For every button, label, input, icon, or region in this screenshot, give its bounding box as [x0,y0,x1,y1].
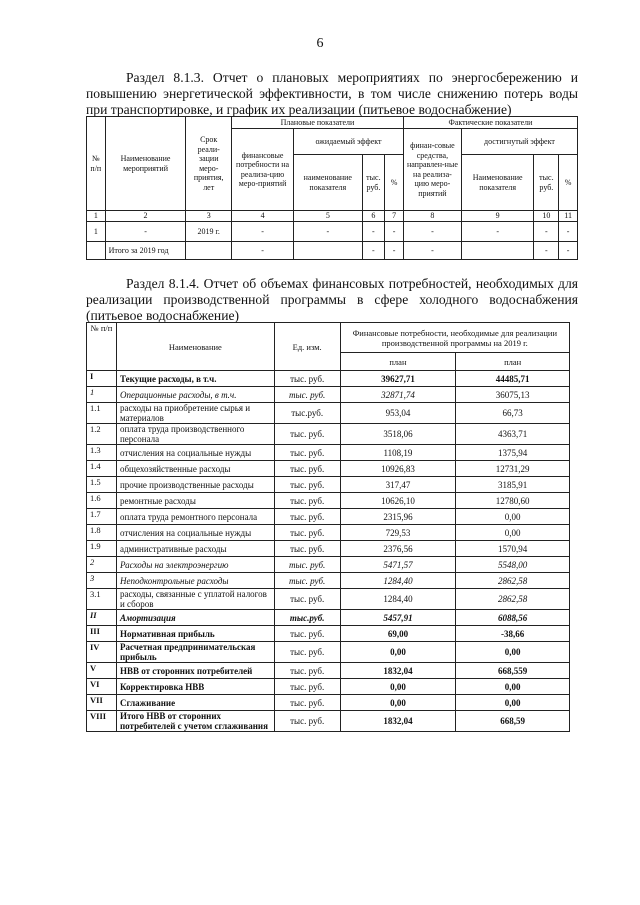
row-plan-value: 5471,57 [340,557,456,573]
energy-saving-table [86,116,578,260]
row-number: VII [87,695,117,711]
col-number: 4 [232,211,294,222]
row-number: 1.5 [87,477,117,493]
col-name-header: Наименование [116,323,274,371]
row-plan-value-2: 2862,58 [456,573,570,589]
row-number: II [87,610,117,626]
cell: - [534,222,559,242]
plan-header: план [456,353,570,371]
row-name: Расчетная предпринимательская прибыль [116,642,274,663]
row-unit: тыс. руб. [274,461,340,477]
row-name: Амортизация [116,610,274,626]
row-name: отчисления на социальные нужды [116,525,274,541]
row-name: расходы на приобретение сырья и материалов [116,403,274,424]
row-plan-value-2: 0,00 [456,695,570,711]
rub-header-2: тыс. руб. [534,155,559,211]
row-name: Расходы на электроэнергию [116,557,274,573]
financial-needs-table [86,322,570,732]
table-row [87,424,570,445]
plan-header: план [340,353,456,371]
row-unit: тыс. руб. [274,663,340,679]
row-plan-value-2: 44485,71 [456,371,570,387]
total-label: Итого за 2019 год [105,242,186,260]
row-name: Итого НВВ от сторонних потребителей с учетом сглаживания [116,711,274,732]
row-name: Корректировка НВВ [116,679,274,695]
row-plan-value: 69,00 [340,626,456,642]
cell: - [362,242,385,260]
cell: 2019 г. [186,222,232,242]
row-unit: тыс. руб. [274,493,340,509]
row-plan-value-2: 3185,91 [456,477,570,493]
cell: - [294,222,362,242]
row-unit: тыс. руб. [274,371,340,387]
row-plan-value: 0,00 [340,695,456,711]
row-unit: тыс. руб. [274,642,340,663]
col-number: 2 [105,211,186,222]
row-number: VI [87,679,117,695]
row-plan-value-2: 12731,29 [456,461,570,477]
row-number: 3.1 [87,589,117,610]
row-number: 1.4 [87,461,117,477]
row-number: 1.7 [87,509,117,525]
row-plan-value-2: 668,59 [456,711,570,732]
col-num-header: № п/п [87,323,117,371]
col-name-header: Наименование мероприятий [105,117,186,211]
row-unit: тыс. руб. [274,445,340,461]
row-name: прочие производственные расходы [116,477,274,493]
row-unit: тыс. руб. [274,477,340,493]
row-unit: тыс. руб. [274,387,340,403]
row-unit: тыс.руб. [274,403,340,424]
table-row [87,222,578,242]
row-plan-value: 1832,04 [340,711,456,732]
row-name: Нормативная прибыль [116,626,274,642]
page-number: 6 [316,36,324,51]
cell: - [534,242,559,260]
row-unit: тыс. руб. [274,589,340,610]
row-number: III [87,626,117,642]
row-plan-value: 39627,71 [340,371,456,387]
row-name: Текущие расходы, в т.ч. [116,371,274,387]
row-name: оплата труда ремонтного персонала [116,509,274,525]
row-plan-value: 3518,06 [340,424,456,445]
table-row [87,541,570,557]
row-plan-value-2: 6088,56 [456,610,570,626]
table-row [87,642,570,663]
row-number: 2 [87,557,117,573]
cell: - [559,242,578,260]
section-8-1-3-title: Раздел 8.1.3. Отчет о плановых мероприятиях по энергосбережению и повышению энергетической эффективности, в том числе снижению потерь воды при транспортировке, и график их реализации (питьевое водоснабжение) [86,70,578,117]
row-name: расходы, связанные с уплатой налогов и сборов [116,589,274,610]
row-plan-value-2: 1570,94 [456,541,570,557]
col-unit-header: Ед. изм. [274,323,340,371]
row-name: отчисления на социальные нужды [116,445,274,461]
achieved-effect-header: достигнутый эффект [461,129,577,155]
cell: - [385,222,404,242]
row-number: IV [87,642,117,663]
row-plan-value-2: 0,00 [456,525,570,541]
col-number: 1 [87,211,106,222]
table-row [87,610,570,626]
table-row [87,573,570,589]
row-plan-value-2: 0,00 [456,642,570,663]
col-number: 10 [534,211,559,222]
table-row [87,493,570,509]
table-row [87,525,570,541]
table-row [87,509,570,525]
row-number: 1.6 [87,493,117,509]
col-number: 3 [186,211,232,222]
row-plan-value-2: 2862,58 [456,589,570,610]
row-unit: тыс. руб. [274,679,340,695]
row-plan-value: 1284,40 [340,573,456,589]
cell: - [559,222,578,242]
row-plan-value: 2315,96 [340,509,456,525]
cell: - [105,222,186,242]
column-numbers-row [87,211,578,222]
row-plan-value-2: 5548,00 [456,557,570,573]
fin-needs-header: финансовые потребности на реализа-цию меро-приятий [232,129,294,211]
row-plan-value-2: 4363,71 [456,424,570,445]
col-number: 6 [362,211,385,222]
col-number: 11 [559,211,578,222]
total-row [87,242,578,260]
col-term-header: Срок реали-зации меро-приятия, лет [186,117,232,211]
expected-effect-header: ожидаемый эффект [294,129,404,155]
fin-spent-header: финан-совые средства, направлен-ные на реализа-цию меро-приятий [403,129,461,211]
cell: - [232,242,294,260]
actual-indicators-header: Фактические показатели [403,117,577,129]
row-plan-value: 2376,56 [340,541,456,557]
cell: 1 [87,222,106,242]
row-plan-value: 0,00 [340,679,456,695]
row-plan-value-2: 1375,94 [456,445,570,461]
table-row [87,445,570,461]
row-plan-value: 729,53 [340,525,456,541]
cell: - [403,242,461,260]
row-plan-value-2: 12780,60 [456,493,570,509]
row-plan-value: 10926,83 [340,461,456,477]
table-row [87,477,570,493]
row-unit: тыс. руб. [274,695,340,711]
row-name: административные расходы [116,541,274,557]
row-unit: тыс. руб. [274,557,340,573]
row-unit: тыс. руб. [274,525,340,541]
section-8-1-4-title: Раздел 8.1.4. Отчет об объемах финансовых потребностей, необходимых для реализации производственной программы в сфере холодного водоснабжения (питьевое водоснабжение) [86,276,578,323]
row-number: 1.2 [87,424,117,445]
table-row [87,557,570,573]
col-number: 8 [403,211,461,222]
row-number: 1.9 [87,541,117,557]
row-plan-value: 5457,91 [340,610,456,626]
row-plan-value: 0,00 [340,642,456,663]
indicator-name-header-2: Наименование показателя [461,155,534,211]
col-number: 7 [385,211,404,222]
row-plan-value: 10626,10 [340,493,456,509]
row-name: НВВ от сторонних потребителей [116,663,274,679]
table-row [87,461,570,477]
row-plan-value: 1832,04 [340,663,456,679]
row-plan-value-2: -38,66 [456,626,570,642]
indicator-name-header: наименование показателя [294,155,362,211]
row-unit: тыс. руб. [274,541,340,557]
col-number: 9 [461,211,534,222]
table-row [87,403,570,424]
table-row [87,679,570,695]
pct-header: % [385,155,404,211]
table-row [87,711,570,732]
row-number: 1.3 [87,445,117,461]
cell: - [385,242,404,260]
row-plan-value: 1284,40 [340,589,456,610]
row-plan-value: 317,47 [340,477,456,493]
row-plan-value-2: 0,00 [456,509,570,525]
cell: - [232,222,294,242]
rub-header: тыс. руб. [362,155,385,211]
row-number: 1.1 [87,403,117,424]
row-number: 1 [87,387,117,403]
row-name: Сглаживание [116,695,274,711]
row-unit: тыс. руб. [274,573,340,589]
row-number: 1.8 [87,525,117,541]
fin-needs-header: Финансовые потребности, необходимые для реализации производственной программы на 2019 г. [340,323,569,353]
table-row [87,626,570,642]
cell: - [362,222,385,242]
table-row [87,589,570,610]
col-number: 5 [294,211,362,222]
table-row [87,387,570,403]
row-name: ремонтные расходы [116,493,274,509]
row-number: I [87,371,117,387]
row-unit: тыс. руб. [274,509,340,525]
row-plan-value: 953,04 [340,403,456,424]
row-number: VIII [87,711,117,732]
row-name: общехозяйственные расходы [116,461,274,477]
row-unit: тыс. руб. [274,424,340,445]
row-unit: тыс. руб. [274,626,340,642]
table-row [87,371,570,387]
pct-header-2: % [559,155,578,211]
table-row [87,695,570,711]
row-plan-value-2: 668,559 [456,663,570,679]
row-number: 3 [87,573,117,589]
row-plan-value: 32871,74 [340,387,456,403]
row-unit: тыс.руб. [274,610,340,626]
row-plan-value-2: 0,00 [456,679,570,695]
row-name: оплата труда производственного персонала [116,424,274,445]
row-plan-value-2: 36075,13 [456,387,570,403]
cell: - [403,222,461,242]
row-plan-value: 1108,19 [340,445,456,461]
row-name: Неподконтрольные расходы [116,573,274,589]
row-plan-value-2: 66,73 [456,403,570,424]
row-name: Операционные расходы, в т.ч. [116,387,274,403]
cell: - [461,222,534,242]
table-row [87,663,570,679]
planned-indicators-header: Плановые показатели [232,117,404,129]
row-number: V [87,663,117,679]
row-unit: тыс. руб. [274,711,340,732]
col-num-header: № п/п [87,117,106,211]
